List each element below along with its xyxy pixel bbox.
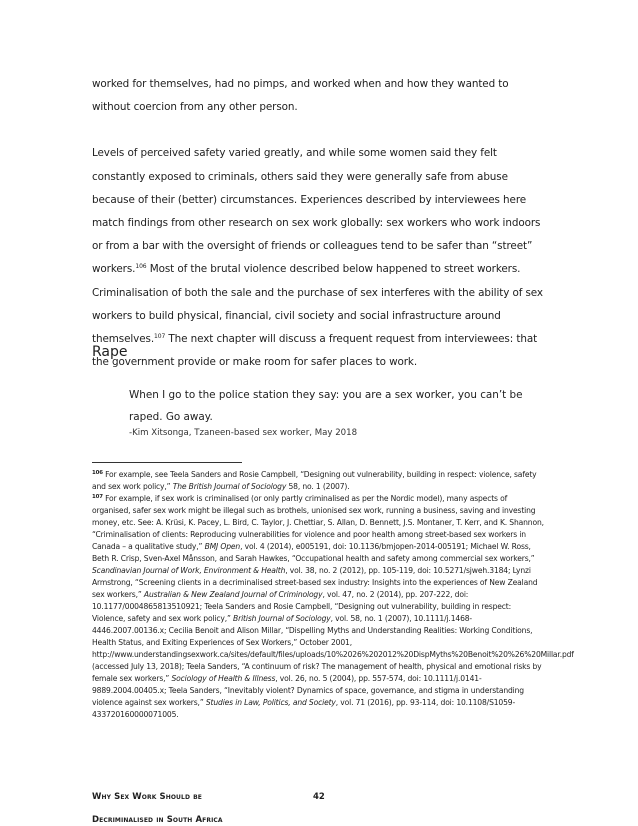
footnote-107-text-2: , vol. 4 (2014), e005191, doi: 10.1136/bmjopen-2014-005191; Michael W. Ross, Beth R. Crisp, Sven-Axel Månsson, and Sarah Hawkes, “Occupational health and safety among commercial sex workers,” xyxy=(92,542,535,563)
body-text xyxy=(92,73,544,374)
footnote-107-text-3: , vol. 38, no. 2 (2012), pp. 105-119, doi: 10.5271/sjweh.3184; Lynzi Armstrong, “Screening clients in a decriminalised street-based sex industry: Insights into the experiences of New Zealand sex workers,” xyxy=(92,566,538,599)
paragraph-1-text: worked for themselves, had no pimps, and worked when and how they wanted to without coercion from any other person. xyxy=(92,78,509,114)
block-quote xyxy=(129,384,529,428)
footnote-107-journal-6: Studies in Law, Politics, and Society xyxy=(203,698,336,707)
footnote-107-text-5: , vol. 58, no. 1 (2007), 10.1111/j.1468-4446.2007.00136.x; Cecilia Benoit and Alison Millar, “Dispelling Myths and Understanding Realities: Working Conditions, Health Status, and Exiting Experiences of Sex Workers,” October 2001, http://www.understandingsexwork.ca/sites/default/files/uploads/10%2026%202012%20DispMyths%20Benoit%20%26%20Millar.pdf (accessed July 13, 2018); Teela Sanders, “A continuum of risk? The management of health, physical and emotional risks by female sex workers,” xyxy=(92,614,574,683)
footnote-107-journal-1: BMJ Open xyxy=(202,542,241,551)
paragraph-2-text-c: The next chapter will discuss a frequent request from interviewees: that the government provide or make room for safer places to work. xyxy=(92,333,538,369)
footnote-107-journal-5: Sociology of Health & Illness xyxy=(169,674,276,683)
footnote-107-journal-4: British Journal of Sociology xyxy=(230,614,331,623)
quote-text: When I go to the police station they say: you are a sex worker, you can’t be raped. Go away. xyxy=(129,389,523,423)
footnote-ref-107[interactable]: 107 xyxy=(154,333,166,341)
footnote-divider xyxy=(92,462,242,463)
paragraph-2 xyxy=(92,142,544,374)
footnote-107-number: 107 xyxy=(92,494,103,500)
paragraph-2-text-a: Levels of perceived safety varied greatly, and while some women said they felt constantly exposed to criminals, others said they were generally safe from abuse because of their (better) circumstances. Experiences described by interviewees here match findings from other research on sex work globally: sex workers who work indoors or from a bar with the oversight of friends or colleagues tend to be safer than “street” workers. xyxy=(92,147,541,276)
footnote-106-journal: The British Journal of Sociology xyxy=(170,482,287,491)
footnote-106-text-1: For example, see Teela Sanders and Rosie Campbell, “Designing out vulnerability, building in respect: violence, safety and sex work policy,” xyxy=(92,470,537,491)
footnote-ref-106[interactable]: 106 xyxy=(135,263,147,271)
footnote-106-number: 106 xyxy=(92,470,103,476)
footnote-107-text-1: For example, if sex work is criminalised (or only partly criminalised as per the Nordic model), many aspects of organised, safer sex work might be illegal such as brothels, unionised sex work, running a business, saving and investing money, etc. See: A. Krüsi, K. Pacey, L. Bird, C. Taylor, J. Chettiar, S. Allan, D. Bennett, J.S. Montaner, T. Kerr, and K. Shannon, “Criminalisation of clients: Reproducing vulnerabilities for violence and poor health among street-based sex workers in Canada – a qualitative study,” xyxy=(92,494,544,551)
footer-title-line-1: Why Sex Work Should be xyxy=(92,792,202,802)
paragraph-1 xyxy=(92,73,544,119)
footnotes xyxy=(92,469,574,721)
footnote-107-text-7: , vol. 71 (2016), pp. 93-114, doi: 10.1108/S1059-433720160000071005. xyxy=(92,698,516,719)
footnote-107-journal-2: Scandinavian Journal of Work, Environment & Health xyxy=(92,566,286,575)
section-heading: Rape xyxy=(92,344,128,360)
footnote-106 xyxy=(92,469,544,493)
footnote-107-text-4: , vol. 47, no. 2 (2014), pp. 207-222, doi: 10.1177/0004865813510921; Teela Sanders and Rosie Campbell, “Designing out vulnerability, building in respect: Violence, safety and sex work policy,” xyxy=(92,590,512,623)
paragraph-2-text-b: Most of the brutal violence described below happened to street workers. Criminalisation of both the sale and the purchase of sex interferes with the ability of sex workers to build physical, financial, civil society and social infrastructure around themselves. xyxy=(92,263,543,346)
page-number: 42 xyxy=(313,792,325,802)
footnote-106-text-2: 58, no. 1 (2007). xyxy=(286,482,350,491)
footnote-107-text-6: , vol. 26, no. 5 (2004), pp. 557-574, doi: 10.1111/j.0141-9889.2004.00405.x; Teela Sanders, “Inevitably violent? Dynamics of space, governance, and stigma in understanding violence against sex workers,” xyxy=(92,674,524,707)
footnote-107 xyxy=(92,493,574,721)
quote-attribution: -Kim Xitsonga, Tzaneen-based sex worker, May 2018 xyxy=(129,428,358,438)
footnote-107-journal-3: Australian & New Zealand Journal of Criminology xyxy=(141,590,323,599)
footer-title-line-2: Decriminalised in South Africa xyxy=(92,815,223,825)
